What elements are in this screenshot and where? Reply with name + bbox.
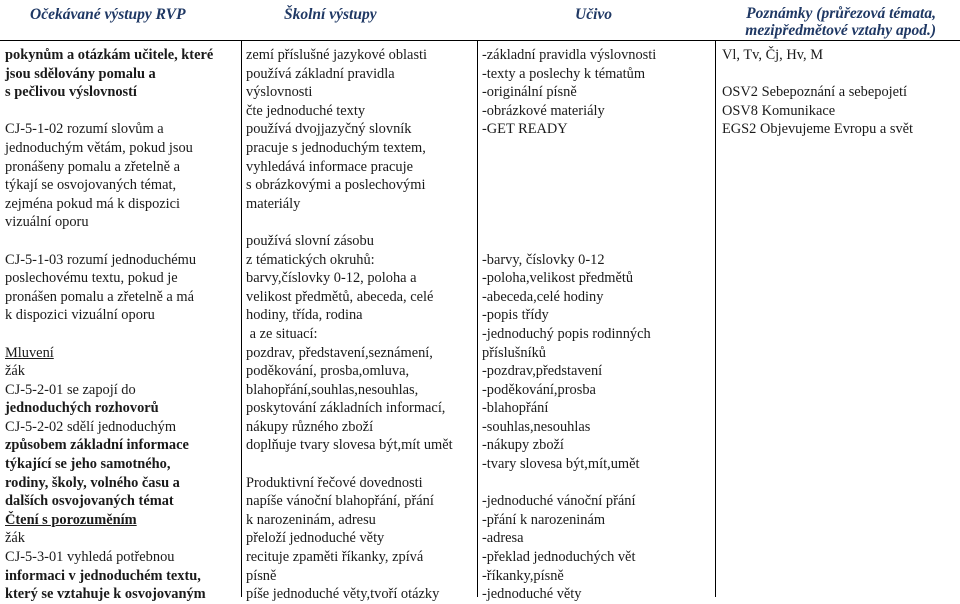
text-line: -poloha,velikost předmětů xyxy=(482,270,634,287)
text-line: blahopřání,souhlas,nesouhlas, xyxy=(246,381,419,398)
text-line: -jednoduché vánoční přání xyxy=(482,493,636,510)
text-line: CJ-5-1-03 rozumí jednoduchému xyxy=(5,251,197,268)
text-line: způsobem základní informace xyxy=(5,437,189,454)
text-line: -pozdrav,představení xyxy=(482,363,603,380)
text-line xyxy=(5,120,237,139)
header-rvp-outcomes: Očekávané výstupy RVP xyxy=(30,6,186,23)
text-line: napíše vánoční blahopřání, přání xyxy=(246,493,434,510)
text-line: pronášen pomalu a zřetelně a má xyxy=(5,288,194,305)
text-line: -obrázkové materiály xyxy=(482,102,605,119)
text-line: písně xyxy=(246,567,277,584)
header-school-outcomes: Školní výstupy xyxy=(284,6,377,23)
column-curriculum xyxy=(482,46,708,604)
header-notes xyxy=(745,5,936,39)
text-line: -jednoduché věty xyxy=(482,586,582,603)
text-line: -poděkování,prosba xyxy=(482,381,596,398)
outcome-code: CJ-5-1-02 rozumí slovům a xyxy=(5,121,164,138)
header-curriculum: Učivo xyxy=(575,6,613,23)
text-line: CJ-5-2-01 se zapojí do xyxy=(5,381,136,398)
text-line: týkající se jeho samotného, xyxy=(5,456,171,473)
spacer xyxy=(5,325,237,344)
table-header xyxy=(0,0,960,40)
column-notes xyxy=(722,46,958,139)
text-line: k dispozici vizuální oporu xyxy=(5,307,155,324)
text-line: pracuje s jednoduchým textem, xyxy=(246,139,426,156)
text-line: příslušníků xyxy=(482,344,546,361)
text-line: barvy,číslovky 0-12, poloha a xyxy=(246,270,417,287)
section-reading: Čtení s porozuměním xyxy=(5,511,137,528)
header-notes-line2: mezipředmětové vztahy apod.) xyxy=(745,22,936,39)
text-line: materiály xyxy=(246,195,301,212)
text-line: OSV8 Komunikace xyxy=(722,102,836,119)
text-line: -jednoduchý popis rodinných xyxy=(482,325,651,342)
text-line: hodiny, třída, rodina xyxy=(246,307,363,324)
spacer xyxy=(246,213,472,232)
spacer xyxy=(482,213,708,232)
text-line: týkají se osvojovaných témat, xyxy=(5,177,177,194)
text-line: pozdrav, představení,seznámení, xyxy=(246,344,433,361)
spacer xyxy=(482,195,708,214)
spacer xyxy=(722,65,958,84)
text-line: zemí příslušné jazykové oblasti xyxy=(246,47,428,63)
text-line: k narozeninám, adresu xyxy=(246,511,376,528)
text-line: a ze situací: xyxy=(246,325,318,342)
text-line: výslovnosti xyxy=(246,84,313,101)
text-line: CJ-5-2-02 sdělí jednoduchým xyxy=(5,418,177,435)
text-line: poslechovému textu, pokud je xyxy=(5,270,178,287)
text-line: -souhlas,nesouhlas xyxy=(482,418,591,435)
text-line: jednoduchým větám, pokud jsou xyxy=(5,139,193,156)
text-line: -základní pravidla výslovnosti xyxy=(482,47,657,63)
text-line: Vl, Tv, Čj, Hv, M xyxy=(722,47,824,63)
spacer xyxy=(482,139,708,158)
column-divider-3 xyxy=(715,40,716,597)
text-line: přeloží jednoduché věty xyxy=(246,530,385,547)
text-line: -tvary slovesa být,mít,umět xyxy=(482,456,640,473)
text-line: píše jednoduché věty,tvoří otázky xyxy=(246,586,440,603)
text-line: s obrázkovými a poslechovými xyxy=(246,177,426,194)
column-rvp-outcomes xyxy=(5,46,237,604)
text-line: který se vztahuje k osvojovaným xyxy=(5,586,206,603)
text-line: -nákupy zboží xyxy=(482,437,564,454)
column-divider-2 xyxy=(477,40,478,597)
text-line: -texty a poslechy k tématům xyxy=(482,65,646,82)
text-line: -překlad jednoduchých vět xyxy=(482,549,636,566)
text-line: rodiny, školy, volného času a xyxy=(5,474,180,491)
text-line: poděkování, prosba,omluva, xyxy=(246,363,410,380)
text-line: doplňuje tvary slovesa být,mít umět xyxy=(246,437,453,454)
header-divider xyxy=(0,40,960,41)
text-line: -GET READY xyxy=(482,121,568,138)
text-line: čte jednoduché texty xyxy=(246,102,366,119)
text-line: žák xyxy=(5,530,25,547)
text-line: vyhledává informace pracuje xyxy=(246,158,414,175)
text-line: -abeceda,celé hodiny xyxy=(482,288,604,305)
text-line: jednoduchých rozhovorů xyxy=(5,400,159,417)
text-line: -přání k narozeninám xyxy=(482,511,606,528)
text-line: používá základní pravidla xyxy=(246,65,395,82)
text-line: používá dvojjazyčný slovník xyxy=(246,121,412,138)
spacer xyxy=(5,232,237,251)
text-line: EGS2 Objevujeme Evropu a svět xyxy=(722,121,914,138)
text-line: používá slovní zásobu xyxy=(246,232,374,249)
text-line: nákupy různého zboží xyxy=(246,418,374,435)
text-line: pokynům a otázkám učitele, které xyxy=(5,47,214,63)
spacer xyxy=(5,102,237,121)
section-speaking: Mluvení xyxy=(5,344,54,361)
text-line: OSV2 Sebepoznání a sebepojetí xyxy=(722,84,908,101)
text-line: dalších osvojovaných témat xyxy=(5,493,174,510)
text-line: s pečlivou výslovností xyxy=(5,84,137,101)
text-line: -adresa xyxy=(482,530,524,547)
column-divider-1 xyxy=(241,40,242,597)
spacer xyxy=(482,176,708,195)
column-school-outcomes xyxy=(246,46,472,604)
spacer xyxy=(482,474,708,493)
text-line: žák xyxy=(5,363,25,380)
text-line: z tématických okruhů: xyxy=(246,251,375,268)
text-line: velikost předmětů, abeceda, celé xyxy=(246,288,434,305)
text-line: jsou sdělovány pomalu a xyxy=(5,65,156,82)
header-notes-line1: Poznámky (průřezová témata, xyxy=(746,5,936,22)
text-line: pronášeny pomalu a zřetelně a xyxy=(5,158,181,175)
text-line: informaci v jednoduchém textu, xyxy=(5,567,201,584)
spacer xyxy=(482,232,708,251)
text-line: vizuální oporu xyxy=(5,214,89,231)
spacer xyxy=(246,455,472,474)
spacer xyxy=(482,158,708,177)
text-line: -barvy, číslovky 0-12 xyxy=(482,251,605,268)
text-line: Produktivní řečové dovednosti xyxy=(246,474,423,491)
text-line: -originální písně xyxy=(482,84,577,101)
text-line: zejména pokud má k dispozici xyxy=(5,195,181,212)
text-line: -říkanky,písně xyxy=(482,567,564,584)
text-line: -popis třídy xyxy=(482,307,549,324)
text-line: recituje zpaměti říkanky, zpívá xyxy=(246,549,424,566)
text-line: CJ-5-3-01 vyhledá potřebnou xyxy=(5,549,175,566)
text-line: -blahopřání xyxy=(482,400,549,417)
text-line: poskytování základních informací, xyxy=(246,400,446,417)
